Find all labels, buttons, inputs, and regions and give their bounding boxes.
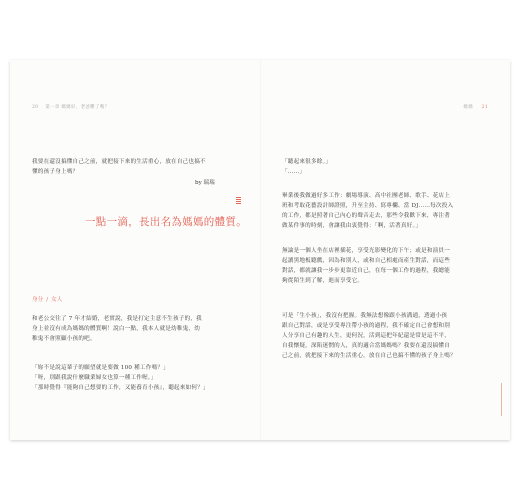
left-chapter-title: 第一章 媽媽好，老爸難了嗎？ <box>45 105 110 110</box>
margin-accent-bar <box>501 383 502 416</box>
paragraph-line: 可是「生小孩」，我沒有把握。我無法想像跟小孩溝通，透過小孩 <box>282 313 448 319</box>
paragraph-line: 夠從陌生到了解，進而享受它。 <box>282 278 364 284</box>
body-line: 和老公交往了 7 年才結婚，老實說，我是打定主意不生孩子的，我 <box>32 316 202 322</box>
paragraph-line: 起讀黑地板聽戲，因為和別人，或和自己相處而產生對話，而這些 <box>282 258 451 264</box>
pull-quote-marks <box>236 197 241 204</box>
intro-paragraph <box>32 157 206 177</box>
quote-line: 「……」 <box>282 169 306 175</box>
left-page-number: 20 <box>32 105 39 110</box>
mark-line <box>236 197 241 198</box>
paragraph-dialogues <box>282 246 450 286</box>
paragraph-line: 自我懷疑，深陷迷惘的人，真的適合當媽媽嗎？我要在還沒搞懂自 <box>282 343 451 349</box>
body-paragraph <box>32 314 202 344</box>
right-page-number: 21 <box>481 105 488 110</box>
opening-quotes <box>282 157 331 177</box>
intro-line: 我要在還沒搞懂自己之前，就把接下來的生活重心，放在自己也搞不 <box>32 159 206 165</box>
dialogue-line: 「那時覺得『能夠自己想要的工作，又能養育小孩』，聽起來如何？」 <box>32 385 209 391</box>
paragraph-line: 人分享自己有趣的人生，更何況，活到這把年紀還是常是這不平， <box>282 333 451 339</box>
paragraph-line: 跟自己對話，或是享受專注帶小孩的過程，我不確定自己會想和別 <box>282 323 451 329</box>
paragraph-line: 對話，都就讓我一步步更靠近自己，在每一個工作的過程，我總能 <box>282 268 451 274</box>
mark-line <box>236 199 241 200</box>
section-label-part1: 身分 <box>32 297 44 303</box>
body-line: 稚鬼不會照顧小孩的吧。 <box>32 336 96 342</box>
section-label <box>32 295 62 303</box>
book-spread <box>10 60 510 440</box>
body-line: 身上並沒有成為媽媽的體質啊！說白一點，我本人就是幼稚鬼，幼 <box>32 326 201 332</box>
mark-line <box>236 203 241 204</box>
paragraph-line: 畢業後我做過好多工作：劇場導演、高中社團老師、歌手、花店上 <box>282 193 451 199</box>
pull-quote: 一點一滴，長出名為媽媽的體質。 <box>85 216 247 228</box>
section-label-part2: 女人 <box>51 297 63 303</box>
mark-line <box>236 201 241 202</box>
dialogue-line: 「妳不是說這輩子的願望就是要做 100 種工作嗎？」 <box>32 365 169 371</box>
right-page <box>260 60 510 440</box>
intro-line: 懂的孩子身上嗎？ <box>32 169 79 175</box>
section-label-separator: / <box>46 297 49 303</box>
paragraph-line: 己之前，就把接下來的生活重心，放在自己也搞不懂的孩子身上嗎？ <box>282 353 456 359</box>
paragraph-line: 班和考取花藝設計師證照，升至主持、寫專欄、當 DJ……每次投入 <box>282 203 454 209</box>
paragraph-having-kids <box>282 311 456 361</box>
byline: by 瑞瑞 <box>195 180 215 186</box>
quote-line: 「聽起來很多餘。」 <box>282 159 332 165</box>
paragraph-work-history <box>282 191 453 231</box>
paragraph-line: 的工作，都是照著自己內心的聲音走去，那些令我歡下來，專注著 <box>282 213 451 219</box>
left-running-head <box>32 104 109 110</box>
left-page <box>10 60 260 440</box>
paragraph-line: 做某件事的時刻，會讓我由衷覺得：「啊，活著真好。」 <box>282 223 422 229</box>
dialogue-block <box>32 363 209 393</box>
paragraph-line: 無論是一個人坐在店裡插花，享受光影變化的下午；或是和演員一 <box>282 248 451 254</box>
dialogue-line: 「呀，別跟我說什麼職業婦女也算一種工作喔。」 <box>32 375 157 381</box>
right-chapter-title: 媽媽 <box>463 105 474 110</box>
right-running-head <box>463 104 488 110</box>
